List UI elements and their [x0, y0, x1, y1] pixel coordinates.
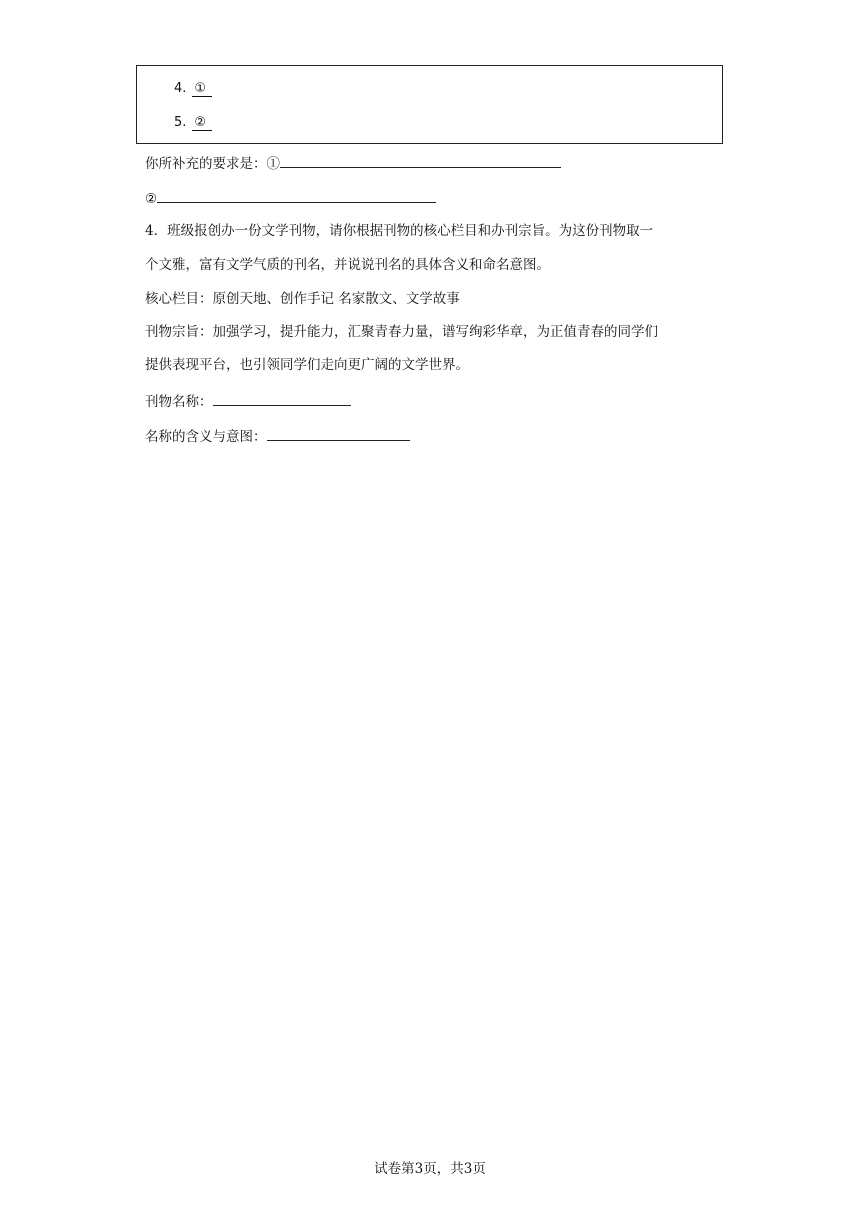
supplement-second-label: ②: [145, 191, 158, 207]
supplement-blank-1[interactable]: [280, 153, 561, 168]
page-footer: 试卷第3页，共3页: [374, 1161, 486, 1177]
core-columns: 核心栏目：原创天地、创作手记 名家散文、文学故事: [145, 291, 460, 307]
journal-name-blank[interactable]: [213, 391, 351, 406]
supplement-line-1: [145, 153, 561, 173]
supplement-line-2: [145, 188, 436, 208]
journal-name-line: [145, 391, 351, 411]
box-item-4: [174, 81, 212, 97]
box-item-4-number: 4.: [174, 81, 187, 96]
box-item-4-answer: ①: [192, 82, 212, 97]
purpose-line-1: 刊物宗旨：加强学习，提升能力，汇聚青春力量，谱写绚彩华章，为正值青春的同学们: [145, 324, 658, 340]
journal-name-label: 刊物名称：: [145, 394, 213, 410]
box-item-5-number: 5.: [174, 115, 187, 130]
meaning-line: [145, 426, 410, 446]
supplement-label: 你所补充的要求是：①: [145, 156, 280, 172]
meaning-blank[interactable]: [267, 426, 410, 441]
supplement-blank-2[interactable]: [157, 188, 436, 203]
question-4-line-2: 个文雅，富有文学气质的刊名，并说说刊名的具体含义和命名意图。: [145, 257, 550, 273]
box-item-5: [174, 115, 212, 131]
meaning-label: 名称的含义与意图：: [145, 429, 267, 445]
answer-box: [136, 65, 723, 144]
question-4-line-1: 4．班级报创办一份文学刊物，请你根据刊物的核心栏目和办刊宗旨。为这份刊物取一: [145, 223, 654, 239]
box-item-5-answer: ②: [192, 116, 212, 131]
purpose-line-2: 提供表现平台，也引领同学们走向更广阔的文学世界。: [145, 357, 469, 373]
